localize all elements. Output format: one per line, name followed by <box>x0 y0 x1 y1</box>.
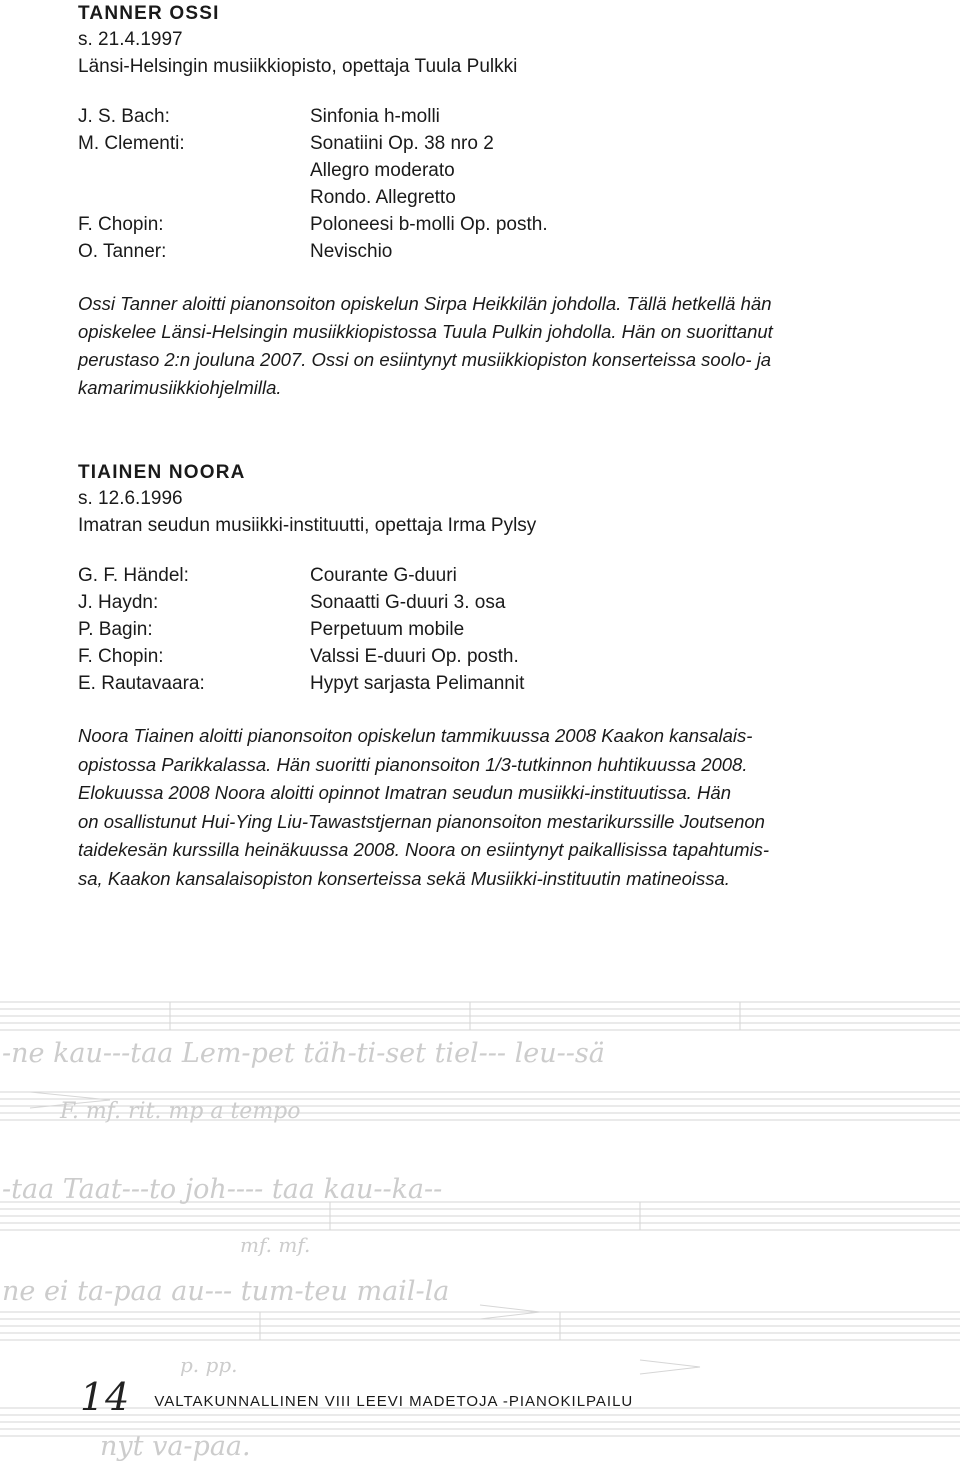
program-composer: O. Tanner: <box>78 241 167 262</box>
page-number: 14 <box>80 1375 131 1419</box>
program-composer: J. Haydn: <box>78 592 159 613</box>
program-composer: J. S. Bach: <box>78 106 170 127</box>
program-piece: Sinfonia h-molli <box>310 106 440 127</box>
bio-line: taidekesän kurssilla heinäkuussa 2008. Noora on esiintynyt paikallisissa tapahtumis- <box>78 839 770 860</box>
program-list <box>78 562 898 697</box>
performer-birthdate: s. 21.4.1997 <box>78 29 183 50</box>
performer-section-ossi <box>78 2 898 402</box>
program-list <box>78 103 898 265</box>
program-row <box>78 184 898 211</box>
bio-line: Ossi Tanner aloitti pianonsoiton opiskelun Sirpa Heikkilän johdolla. Tällä hetkellä hän <box>78 293 772 314</box>
performer-biography <box>78 722 898 893</box>
performer-birthdate: s. 12.6.1996 <box>78 488 183 509</box>
program-piece: Sonaatti G-duuri 3. osa <box>310 592 506 613</box>
performer-school: Imatran seudun musiikki-instituutti, opettaja Irma Pylsy <box>78 515 537 536</box>
program-piece: Courante G-duuri <box>310 565 457 586</box>
performer-name: TANNER OSSI <box>78 3 220 24</box>
program-composer: P. Bagin: <box>78 619 153 640</box>
program-row <box>78 562 898 589</box>
bio-line: perustaso 2:n jouluna 2007. Ossi on esiintynyt musiikkiopiston konserteissa soolo- ja <box>78 349 772 370</box>
program-composer: F. Chopin: <box>78 214 164 235</box>
program-piece: Nevischio <box>310 241 393 262</box>
lyric-line: -taa Taat---to joh---- taa kau--ka-- <box>2 1174 443 1205</box>
bio-line: opistossa Parikkalassa. Hän suoritti pianonsoiton 1/3-tutkinnon huhtikuussa 2008. <box>78 753 748 775</box>
program-row <box>78 589 898 616</box>
bio-line: kamarimusiikkiohjelmilla. <box>78 377 282 398</box>
program-composer: G. F. Händel: <box>78 565 189 586</box>
program-composer: E. Rautavaara: <box>78 673 205 694</box>
program-row <box>78 130 898 157</box>
program-row <box>78 643 898 670</box>
performer-biography <box>78 290 898 402</box>
lyric-line: -ne kau---taa Lem-pet täh-ti-set tiel--- leu--sä <box>2 1038 605 1069</box>
performer-name: TIAINEN NOORA <box>78 462 246 483</box>
program-row <box>78 238 898 265</box>
bio-line: sa, Kaakon kansalaisopiston konserteissa sekä Musiikki-instituutin matineoissa. <box>78 867 730 889</box>
dynamics-line: mf. mf. <box>240 1233 311 1257</box>
program-composer <box>78 157 310 184</box>
program-row <box>78 211 898 238</box>
program-row <box>78 157 898 184</box>
program-piece: Allegro moderato <box>310 160 455 181</box>
performer-school: Länsi-Helsingin musiikkiopisto, opettaja Tuula Pulkki <box>78 56 518 77</box>
bio-line: Noora Tiainen aloitti pianonsoiton opiskelun tammikuussa 2008 Kaakon kansalais- <box>78 725 753 746</box>
performer-section-noora <box>78 461 898 893</box>
program-row <box>78 616 898 643</box>
program-piece: Sonatiini Op. 38 nro 2 <box>310 133 494 154</box>
bio-line: Elokuussa 2008 Noora aloitti opinnot Imatran seudun musiikki-instituutissa. Hän <box>78 782 731 803</box>
lyric-line: nyt va-paa. <box>100 1431 251 1462</box>
program-row <box>78 103 898 130</box>
program-piece: Valssi E-duuri Op. posth. <box>310 646 519 667</box>
publication-title: VALTAKUNNALLINEN VIII LEEVI MADETOJA -PIANOKILPAILU <box>154 1393 634 1410</box>
bio-line: opiskelee Länsi-Helsingin musiikkiopistossa Tuula Pulkin johdolla. Hän on suorittanut <box>78 321 773 342</box>
program-piece: Rondo. Allegretto <box>310 187 456 208</box>
program-piece: Hypyt sarjasta Pelimannit <box>310 673 525 694</box>
dynamics-line: p. pp. <box>180 1353 238 1377</box>
bio-line: on osallistunut Hui-Ying Liu-Tawaststjernan pianonsoiton mestarikurssille Joutsenon <box>78 810 765 832</box>
lyric-line: ne ei ta-paa au--- tum-teu mail-la <box>2 1276 450 1307</box>
program-composer: F. Chopin: <box>78 646 164 667</box>
program-composer: M. Clementi: <box>78 133 185 154</box>
program-row <box>78 670 898 697</box>
dynamics-line: F. mf. rit. mp a tempo <box>60 1099 301 1124</box>
program-piece: Poloneesi b-molli Op. posth. <box>310 214 548 235</box>
page-footer <box>80 1375 634 1419</box>
program-piece: Perpetuum mobile <box>310 619 465 640</box>
program-composer <box>78 184 310 211</box>
